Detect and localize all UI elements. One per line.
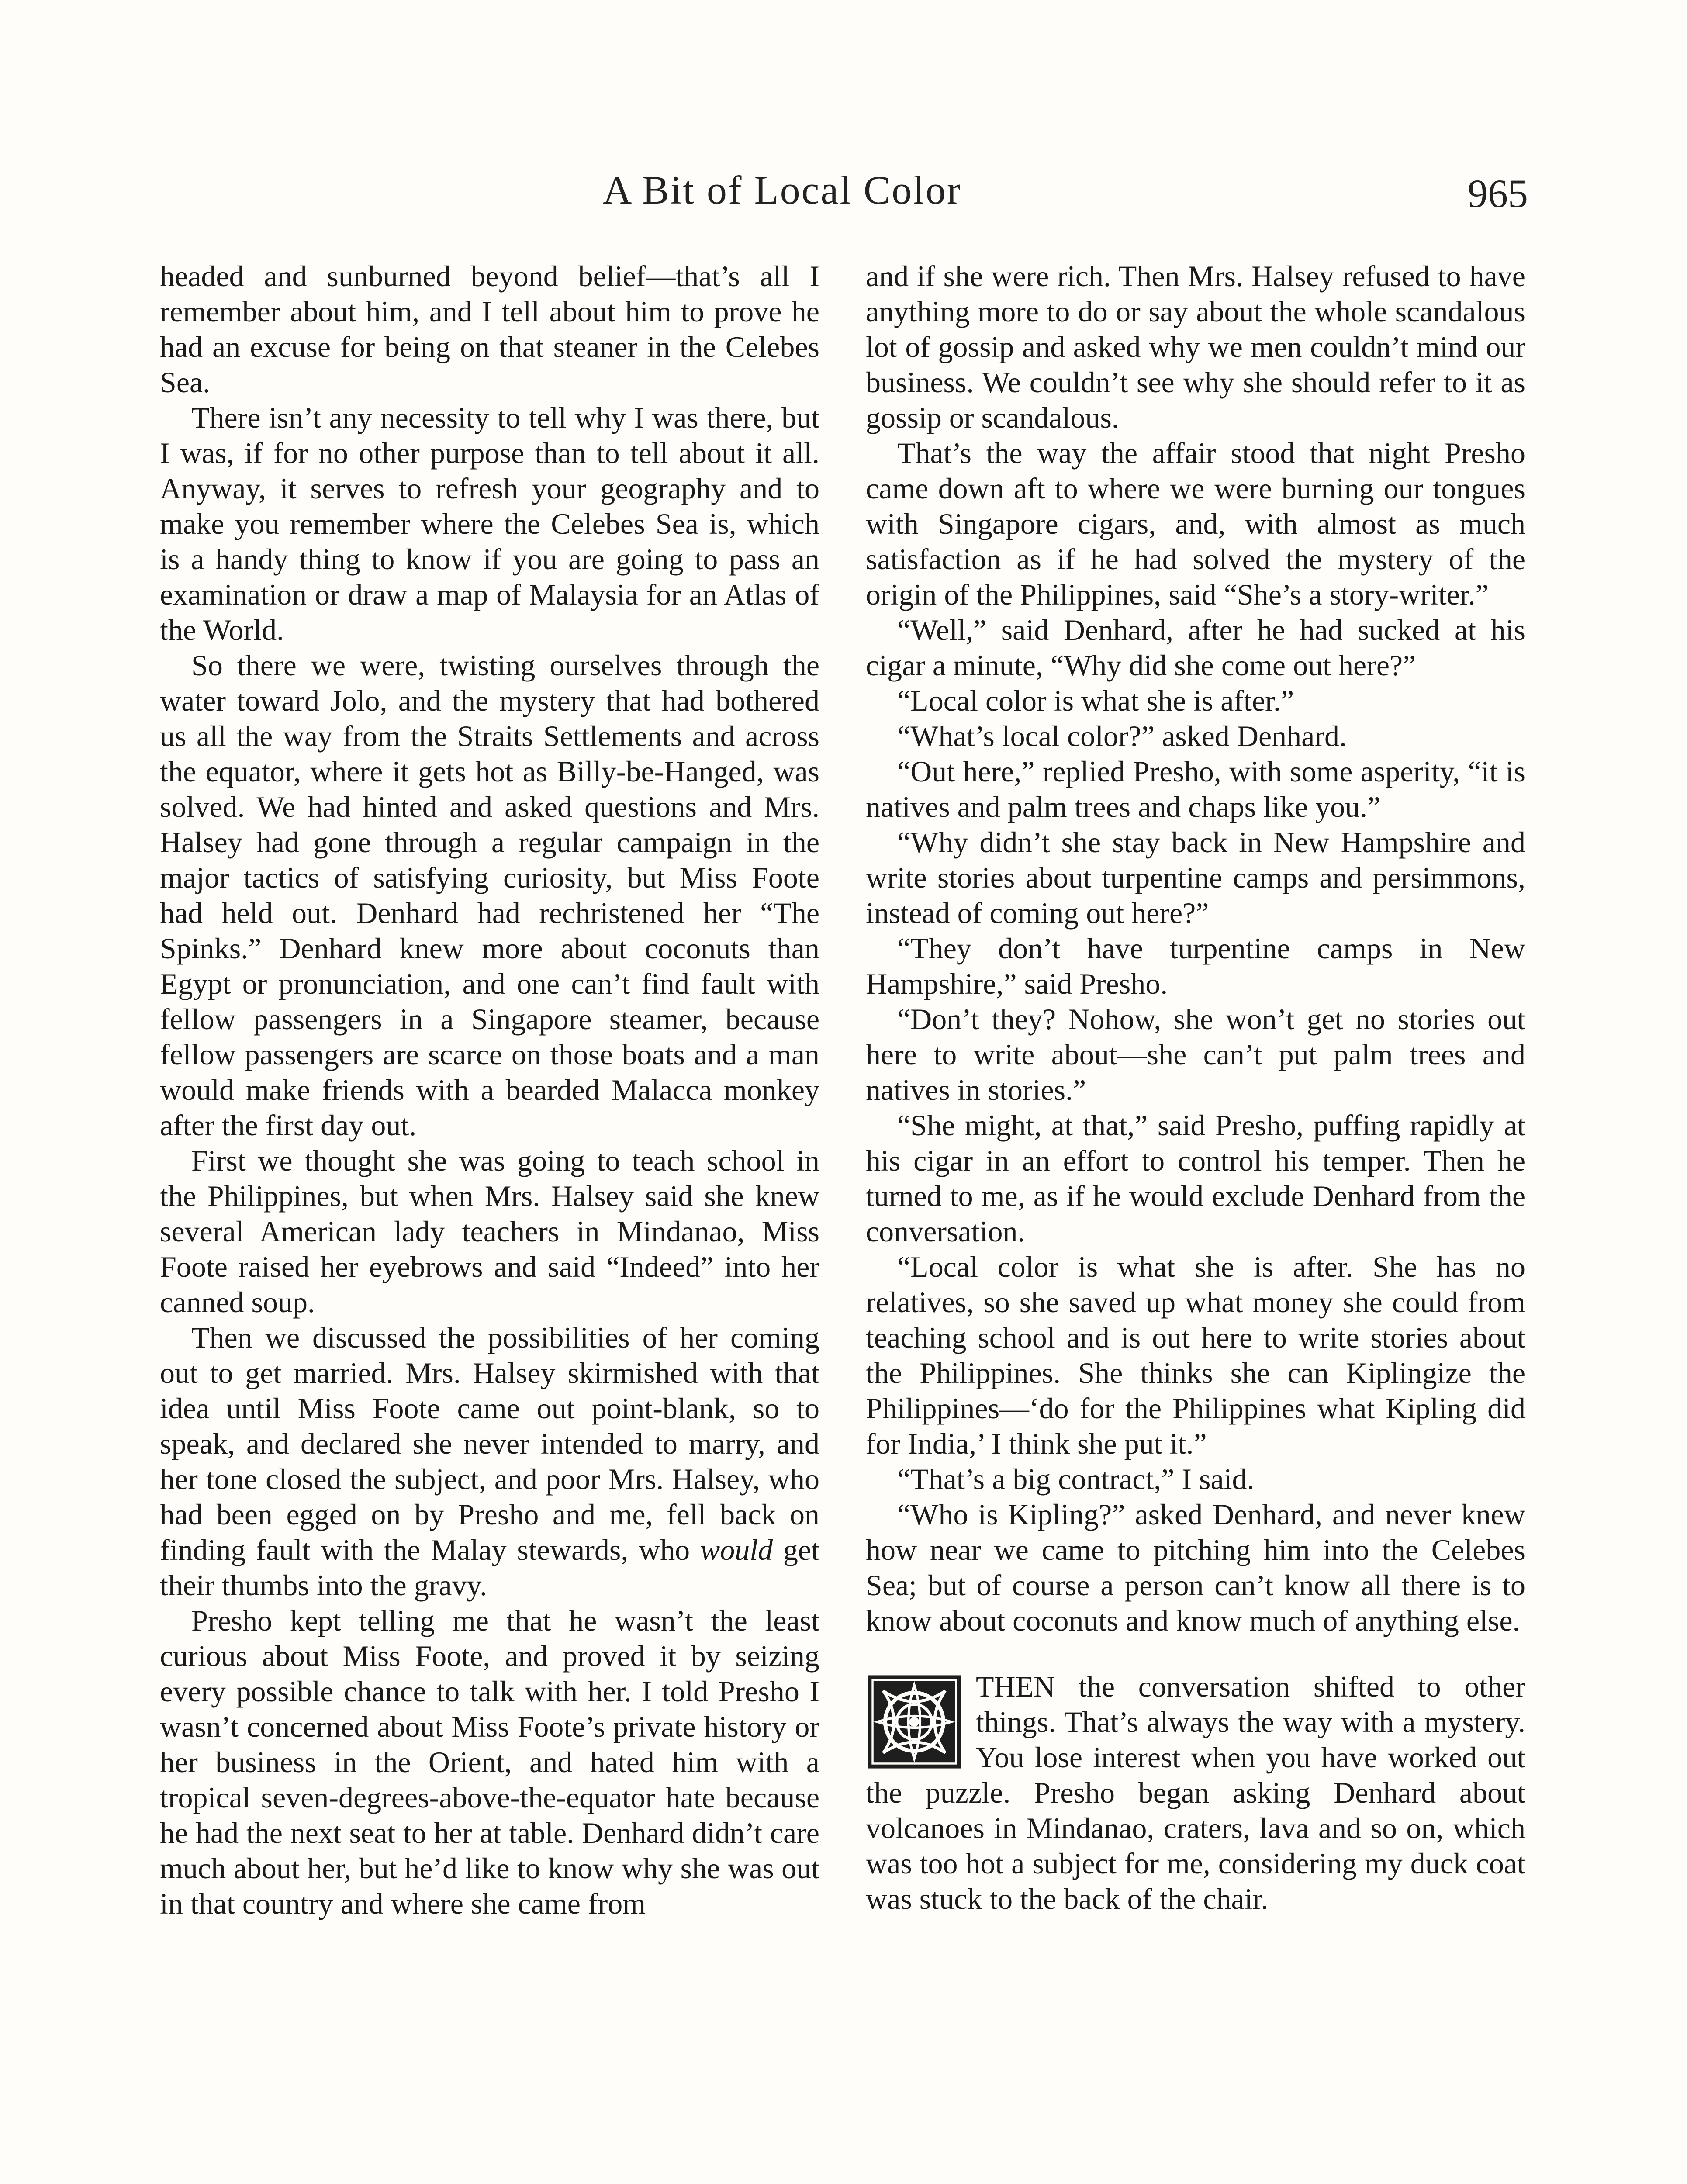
page-number: 965	[1468, 171, 1528, 216]
paragraph: headed and sunburned beyond belief—that’s all I remember about him, and I tell about him to prove he had an excuse for being on that steaner in the Celebes Sea.	[160, 259, 819, 399]
paragraph: “She might, at that,” said Presho, puffing rapidly at his cigar in an effort to control his temper. Then he turned to me, as if he would exclude Denhard from the conversation.	[866, 1109, 1525, 1248]
paragraph-text: THEN the conversation shifted to other things. That’s always the way with a mystery. You lose interest when you have worked out the puzzle. Presho began asking Denhard about volcanoes in Mindanao, craters, lava and so on, which was too hot a subject for me, considering my duck coat was stuck to the back of the chair.	[866, 1670, 1525, 1915]
celtic-knot-ornament-icon	[866, 1673, 963, 1770]
paragraph: “Why didn’t she stay back in New Hampshire and write stories about turpentine camps and persimmons, instead of coming out here?”	[866, 826, 1525, 930]
section-opening-paragraph	[866, 1669, 1525, 1917]
paragraph: “Who is Kipling?” asked Denhard, and never knew how near we came to pitching him into the Celebes Sea; but of course a person can’t know all there is to know about coconuts and know much of anything else.	[866, 1498, 1525, 1637]
paragraph: Presho kept telling me that he wasn’t the least curious about Miss Foote, and proved it by seizing every possible chance to talk with her. I told Presho I wasn’t concerned about Miss Foote’s private history or her business in the Orient, and hated him with a tropical seven-degrees-above-the-equator hate because he had the next seat to her at table. Denhard didn’t care much about her, but he’d like to know why she was out in that country and where she came from	[160, 1604, 819, 1920]
section-break	[866, 1638, 1525, 1669]
right-column	[866, 259, 1525, 1917]
left-column	[160, 259, 819, 1921]
paragraph: First we thought she was going to teach school in the Philippines, but when Mrs. Halsey said she knew several American lady teachers in Mindanao, Miss Foote raised her eyebrows and said “Indeed” into her canned soup.	[160, 1144, 819, 1319]
paragraph: “Don’t they? Nohow, she won’t get no stories out here to write about—she can’t put palm trees and natives in stories.”	[866, 1002, 1525, 1106]
paragraph: “That’s a big contract,” I said.	[897, 1462, 1255, 1496]
emphasized-word: would	[700, 1533, 773, 1566]
paragraph-text: get their thumbs into the gravy.	[160, 1533, 819, 1602]
paragraph: and if she were rich. Then Mrs. Halsey refused to have anything more to do or say about the whole scandalous lot of gossip and asked why we men couldn’t mind our business. We couldn’t see why she should refer to it as gossip or scandalous.	[866, 259, 1525, 434]
paragraph: So there we were, twisting ourselves through the water toward Jolo, and the mystery that had bothered us all the way from the Straits Settlements and across the equator, where it gets hot as Billy-be-Hanged, was solved. We had hinted and asked questions and Mrs. Halsey had gone through a regular campaign in the major tactics of satisfying curiosity, but Miss Foote had held out. Denhard had rechristened her “The Spinks.” Denhard knew more about coconuts than Egypt or pronunciation, and one can’t find fault with fellow passengers in a Singapore steamer, because fellow passengers are scarce on those boats and a man would make friends with a bearded Malacca monkey after the first day out.	[160, 649, 819, 1142]
paragraph: “Local color is what she is after. She has no relatives, so she saved up what money she could from teaching school and is out here to write stories about the Philippines. She thinks she can Kiplingize the Philippines—‘do for the Philippines what Kipling did for India,’ I think she put it.”	[866, 1250, 1525, 1460]
paragraph: There isn’t any necessity to tell why I was there, but I was, if for no other purpose than to tell about it all. Anyway, it serves to refresh your geography and to make you remember where the Celebes Sea is, which is a handy thing to know if you are going to pass an examination or draw a map of Malaysia for an Atlas of the World.	[160, 401, 819, 646]
paragraph-text: Then we discussed the possibilities of her coming out to get married. Mrs. Halsey skirmished with that idea until Miss Foote came out point-blank, so to speak, and declared she never intended to marry, and her tone closed the subject, and poor Mrs. Halsey, who had been egged on by Presho and me, fell back on finding fault with the Malay stewards, who	[160, 1321, 819, 1566]
paragraph: “Well,” said Denhard, after he had sucked at his cigar a minute, “Why did she come out here?”	[866, 613, 1525, 682]
paragraph	[160, 1320, 819, 1603]
paragraph: “Local color is what she is after.”	[897, 684, 1294, 717]
paragraph: “What’s local color?” asked Denhard.	[897, 719, 1347, 753]
paragraph: “Out here,” replied Presho, with some asperity, “it is natives and palm trees and chaps like you.”	[866, 755, 1525, 823]
paragraph: That’s the way the affair stood that night Presho came down aft to where we were burning our tongues with Singapore cigars, and, with almost as much satisfaction as if he had solved the mystery of the origin of the Philippines, said “She’s a story-writer.”	[866, 436, 1525, 611]
page-title: A Bit of Local Color	[603, 168, 962, 212]
paragraph: “They don’t have turpentine camps in New Hampshire,” said Presho.	[866, 932, 1525, 1000]
